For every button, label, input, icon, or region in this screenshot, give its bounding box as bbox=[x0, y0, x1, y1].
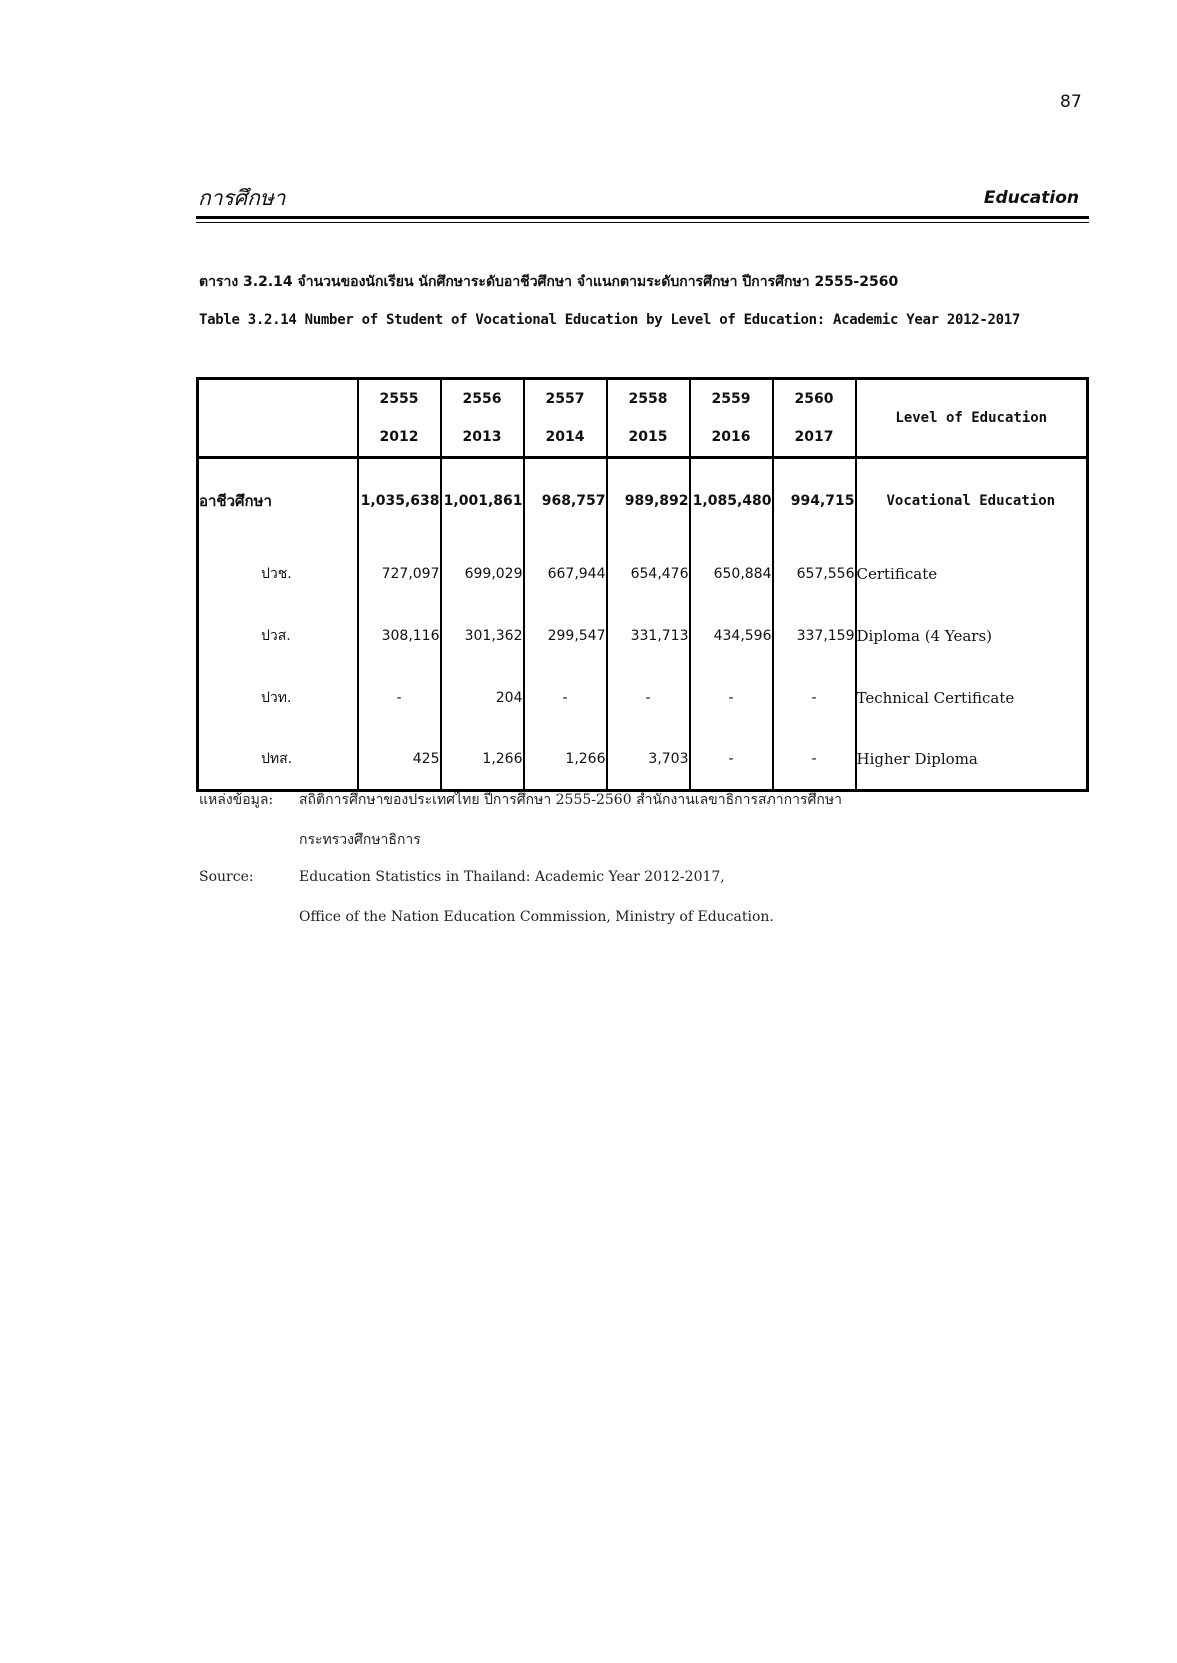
cell-value: - bbox=[690, 667, 773, 729]
source-thai-line1 bbox=[199, 789, 842, 811]
cell-value: 994,715 bbox=[773, 458, 856, 543]
cell-value: - bbox=[358, 667, 441, 729]
year-en: 2014 bbox=[545, 429, 585, 445]
table-header-row bbox=[198, 379, 1088, 458]
cell-value: 204 bbox=[441, 667, 524, 729]
vocational-education-table bbox=[196, 377, 1089, 792]
cell-value: 1,266 bbox=[524, 729, 607, 791]
row-label: ปวช. bbox=[198, 543, 358, 605]
cell-value: 1,035,638 bbox=[358, 458, 441, 543]
section-title-thai: การศึกษา bbox=[198, 186, 286, 210]
row-label: ปวส. bbox=[198, 605, 358, 667]
cell-value: 301,362 bbox=[441, 605, 524, 667]
source-english-line2: Office of the Nation Education Commission, Ministry of Education. bbox=[299, 909, 774, 925]
cell-value: 299,547 bbox=[524, 605, 607, 667]
level-of-education-header: Level of Education bbox=[856, 379, 1088, 458]
year-th: 2555 bbox=[379, 391, 419, 407]
source-text: สถิติการศึกษาของประเทศไทย ปีการศึกษา 2555-2560 สำนักงานเลขาธิการสภาการศึกษา bbox=[299, 792, 842, 808]
table-title-thai: ตาราง 3.2.14 จำนวนของนักเรียน นักศึกษาระดับอาชีวศึกษา จำแนกตามระดับการศึกษา ปีการศึกษา 2555-2560 bbox=[199, 274, 899, 290]
row-level-en: Higher Diploma bbox=[856, 729, 1088, 791]
cell-value: 650,884 bbox=[690, 543, 773, 605]
cell-value: 1,085,480 bbox=[690, 458, 773, 543]
row-label: ปทส. bbox=[198, 729, 358, 791]
cell-value: 1,001,861 bbox=[441, 458, 524, 543]
year-en: 2017 bbox=[794, 429, 834, 445]
cell-value: 3,703 bbox=[607, 729, 690, 791]
table-row-total bbox=[198, 458, 1088, 543]
year-th: 2558 bbox=[628, 391, 668, 407]
row-level-en: Certificate bbox=[856, 543, 1088, 605]
year-header-2556 bbox=[441, 379, 524, 458]
cell-value: 337,159 bbox=[773, 605, 856, 667]
cell-value: - bbox=[690, 729, 773, 791]
source-label-thai: แหล่งข้อมูล: bbox=[199, 792, 274, 808]
cell-value: 989,892 bbox=[607, 458, 690, 543]
year-header-2560 bbox=[773, 379, 856, 458]
table-row bbox=[198, 667, 1088, 729]
table-title-english: Table 3.2.14 Number of Student of Vocational Education by Level of Education: Academic Year 2012-2017 bbox=[199, 312, 1021, 328]
table-row bbox=[198, 605, 1088, 667]
cell-value: 434,596 bbox=[690, 605, 773, 667]
year-header-2558 bbox=[607, 379, 690, 458]
year-en: 2012 bbox=[379, 429, 419, 445]
year-th: 2556 bbox=[462, 391, 502, 407]
row-label: อาชีวศึกษา bbox=[198, 458, 358, 543]
header-empty-cell bbox=[198, 379, 358, 458]
cell-value: - bbox=[524, 667, 607, 729]
year-th: 2557 bbox=[545, 391, 585, 407]
year-header-2559 bbox=[690, 379, 773, 458]
year-en: 2015 bbox=[628, 429, 668, 445]
row-label: ปวท. bbox=[198, 667, 358, 729]
table-row bbox=[198, 543, 1088, 605]
cell-value: 727,097 bbox=[358, 543, 441, 605]
cell-value: - bbox=[773, 729, 856, 791]
year-th: 2560 bbox=[794, 391, 834, 407]
cell-value: 308,116 bbox=[358, 605, 441, 667]
year-en: 2016 bbox=[711, 429, 751, 445]
year-en: 2013 bbox=[462, 429, 502, 445]
cell-value: 1,266 bbox=[441, 729, 524, 791]
source-english-line1 bbox=[199, 869, 725, 885]
cell-value: 331,713 bbox=[607, 605, 690, 667]
cell-value: 425 bbox=[358, 729, 441, 791]
cell-value: - bbox=[773, 667, 856, 729]
row-level-en: Vocational Education bbox=[856, 458, 1088, 543]
cell-value: 654,476 bbox=[607, 543, 690, 605]
cell-value: - bbox=[607, 667, 690, 729]
year-header-2557 bbox=[524, 379, 607, 458]
header-rule-thin bbox=[196, 222, 1089, 223]
header-rule-thick bbox=[196, 216, 1089, 219]
row-level-en: Technical Certificate bbox=[856, 667, 1088, 729]
section-title-english: Education bbox=[983, 188, 1079, 208]
cell-value: 657,556 bbox=[773, 543, 856, 605]
row-level-en: Diploma (4 Years) bbox=[856, 605, 1088, 667]
cell-value: 667,944 bbox=[524, 543, 607, 605]
page-number: 87 bbox=[1060, 92, 1082, 112]
source-thai-line2: กระทรวงศึกษาธิการ bbox=[299, 832, 421, 848]
cell-value: 699,029 bbox=[441, 543, 524, 605]
year-th: 2559 bbox=[711, 391, 751, 407]
cell-value: 968,757 bbox=[524, 458, 607, 543]
source-text: Education Statistics in Thailand: Academic Year 2012-2017, bbox=[299, 869, 725, 885]
table-row bbox=[198, 729, 1088, 791]
source-label-english: Source: bbox=[199, 869, 254, 885]
year-header-2555 bbox=[358, 379, 441, 458]
